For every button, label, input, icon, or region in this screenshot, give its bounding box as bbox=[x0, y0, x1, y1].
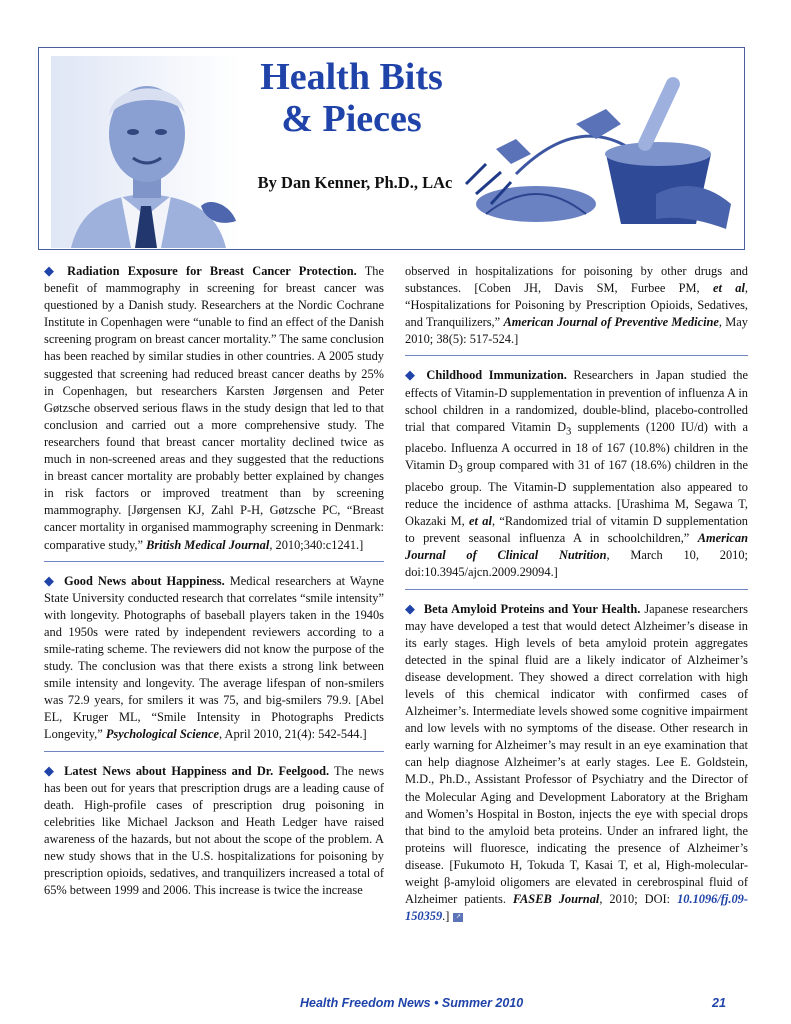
author-photo bbox=[51, 56, 241, 248]
citation-tail: , April 2010, 21(4): 542-544.] bbox=[219, 727, 367, 742]
citation-tail: , 2010;340:c1241.] bbox=[269, 537, 364, 552]
header-banner bbox=[38, 47, 745, 250]
item-body: The news has been out for years that prescription drugs are a leading cause of death. High-profile cases of prescription drug poisoning in celebrities like Michael Jackson and Heath Ledger have raised awareness of the hazards, but not about the scope of the problem. A new study shows that in the U.S. hospitalizations for poisoning by prescription opioids, sedatives, and tranquilizers increased a total of 65% between 1999 and 2006. This increase is twice the increase bbox=[44, 763, 385, 898]
news-item-dr-feelgood bbox=[44, 762, 384, 900]
doi-link[interactable]: 10.1096/fj.09-150359 bbox=[405, 892, 748, 924]
item-body: observed in hospitalizations for poisoning by other drugs and substances. [Coben JH, Davis SM, Furbee PM, bbox=[405, 264, 748, 296]
section-divider bbox=[405, 589, 748, 590]
journal-name: Psychological Science bbox=[105, 727, 220, 742]
news-item-immunization bbox=[405, 366, 748, 581]
diamond-bullet-icon: ◆ bbox=[405, 367, 419, 383]
news-item-breast-cancer bbox=[44, 262, 384, 554]
diamond-bullet-icon: ◆ bbox=[44, 263, 60, 278]
news-item-dr-feelgood-continued bbox=[405, 263, 748, 348]
section-divider bbox=[405, 355, 748, 356]
news-item-beta-amyloid bbox=[405, 600, 748, 926]
journal-name: British Medical Journal bbox=[146, 537, 270, 552]
item-body-2: , “Hospitalizations for Poisoning by Prescription Opioids, Sedatives, and Tranquilizers,” bbox=[405, 281, 748, 330]
item-body-2: supplements (1200 IU/d) with a placebo. Influenza A occurred in 18 of 167 (10.8%) children in the Vitamin D bbox=[405, 419, 748, 473]
diamond-bullet-icon: ◆ bbox=[44, 762, 57, 778]
item-body: Japanese researchers may have developed a test that would detect Alzheimer’s disease in its early stages. High levels of beta amyloid protein aggregates detected in the spinal fluid are a likely indicator of Alzheimer’s disease development. They showed a direct correlation with high levels of this chemical indicator with confirmed cases of Alzheimer’s. Intermediate levels showed some cognitive impairment and low levels with no symptoms of the disease. Other research in early warning for Alzheimer’s may result in an eye examination that can help diagnose Alzheimer’s at early stages. Lee E. Goldstein, M.D., Ph.D., Assistant Professor of Psychiatry and the Director of the Molecular Aging and Development Laboratory at the Brigham and Women’s Hospital in Boston, injects the eye with special drops that bind to the amyloid beta proteins. Under an infrared light, the proteins will fluoresce, indicating the presence of Alzheimer’s disease. [Fukumoto H, Tokuda T, Kasai T, et al, High-molecular-weight bbox=[405, 601, 749, 890]
et-al: et al bbox=[712, 281, 745, 296]
item-heading: Radiation Exposure for Breast Cancer Protection. bbox=[67, 264, 357, 278]
citation-tail: .] bbox=[442, 909, 450, 924]
title-line-1: Health Bits bbox=[260, 56, 443, 98]
citation-mid: , 2010; DOI: bbox=[599, 892, 678, 907]
herbs-mortar-illustration bbox=[456, 54, 738, 249]
subscript-2: 3 bbox=[457, 464, 463, 476]
right-column bbox=[405, 263, 748, 925]
item-body: Medical researchers at Wayne State University conducted research that correlates “smile intensity” with longevity. Photographs of baseball players taken in the 1940s and 1950s were rated by independent reviewers according to a smile-rating scheme. The reviewers did not know the purpose of the study. The conclusion was that there exists a strong link between smile intensity and longevity. The average lifespan of non-smilers was 72.9 years, for smilers it was 75, and big-smilers 79.9. [Abel EL, Kruger ML, “Smile Intensity in Photographs Predicts Longevity,” bbox=[44, 573, 385, 742]
item-body-4: , “Randomized trial of vitamin D supplementation to prevent seasonal influenza A in schoolchildren,” bbox=[405, 514, 749, 546]
byline: By Dan Kenner, Ph.D., LAc bbox=[257, 173, 453, 192]
news-item-happiness bbox=[44, 572, 384, 744]
item-heading: Childhood Immunization. bbox=[426, 368, 567, 383]
journal-name: American Journal of Preventive Medicine bbox=[503, 315, 719, 330]
diamond-bullet-icon: ◆ bbox=[44, 572, 56, 588]
left-column bbox=[44, 262, 384, 899]
external-link-icon[interactable]: ↗ bbox=[453, 913, 463, 922]
item-heading: Good News about Happiness. bbox=[63, 573, 225, 588]
beta-symbol: β bbox=[444, 875, 451, 890]
journal-name: FASEB Journal bbox=[512, 892, 600, 907]
item-heading: Latest News about Happiness and Dr. Feelgood. bbox=[64, 763, 330, 778]
page-footer bbox=[0, 996, 791, 1016]
page-number: 21 bbox=[712, 996, 726, 1010]
item-body-2: -amyloid oligomers are elevated in cerebrospinal fluid of Alzheimer patients. bbox=[405, 875, 748, 907]
citation-tail: , March 10, 2010; doi:10.3945/ajcn.2009.29094.] bbox=[405, 548, 748, 580]
item-body: Researchers in Japan studied the effects of Vitamin-D supplementation in prevention of influenza A in school children in a randomized, double-blind, placebo-controlled trial that compared Vitamin D bbox=[405, 368, 748, 434]
item-heading: Beta Amyloid Proteins and Your Health. bbox=[423, 601, 641, 616]
et-al: et al bbox=[469, 514, 492, 529]
citation-tail: , May 2010; 38(5): 517-524.] bbox=[405, 315, 748, 347]
journal-name: American Journal of Clinical Nutrition bbox=[405, 531, 748, 563]
item-body-3: group compared with 31 of 167 (18.6%) children in the placebo group. The Vitamin-D supplementation also appeared to reduce the incidence of asthma attacks. [Urashima M, Segawa T, Okazaki M, bbox=[405, 458, 748, 529]
title-line-2: & Pieces bbox=[281, 98, 422, 140]
item-body: The benefit of mammography in screening for breast cancer was questioned by a Danish study. Researchers at the Nordic Cochrane Institute in Copenhagen were “unable to find an effect of the Danish screening program on breast cancer mortality.” The same conclusion has been reached by similar studies in other countries. A 2005 study suggested that screening had reduced breast cancer deaths by 25% in Copenhagen, but researchers Karsten Jørgensen and Peter Gøtzsche observed serious flaws in the study design that led to that conclusion and carried out a more comprehensive study. The researchers found that breast cancer mortality declined twice as much in non-screened areas and they suggested that the reductions in breast cancer mortality are probably better explained by changes in risk factors or improved treatment than by screening mammography. [Jørgensen KJ, Zahl P-H, Gøtzsche PC, “Breast cancer mortality in organised mammography screening in Denmark: comparative study,” bbox=[44, 264, 384, 552]
section-divider bbox=[44, 561, 384, 562]
subscript: 3 bbox=[566, 426, 572, 438]
diamond-bullet-icon: ◆ bbox=[405, 600, 416, 616]
section-title bbox=[239, 56, 464, 140]
section-divider bbox=[44, 751, 384, 752]
publication-name: Health Freedom News • Summer 2010 bbox=[300, 996, 524, 1010]
